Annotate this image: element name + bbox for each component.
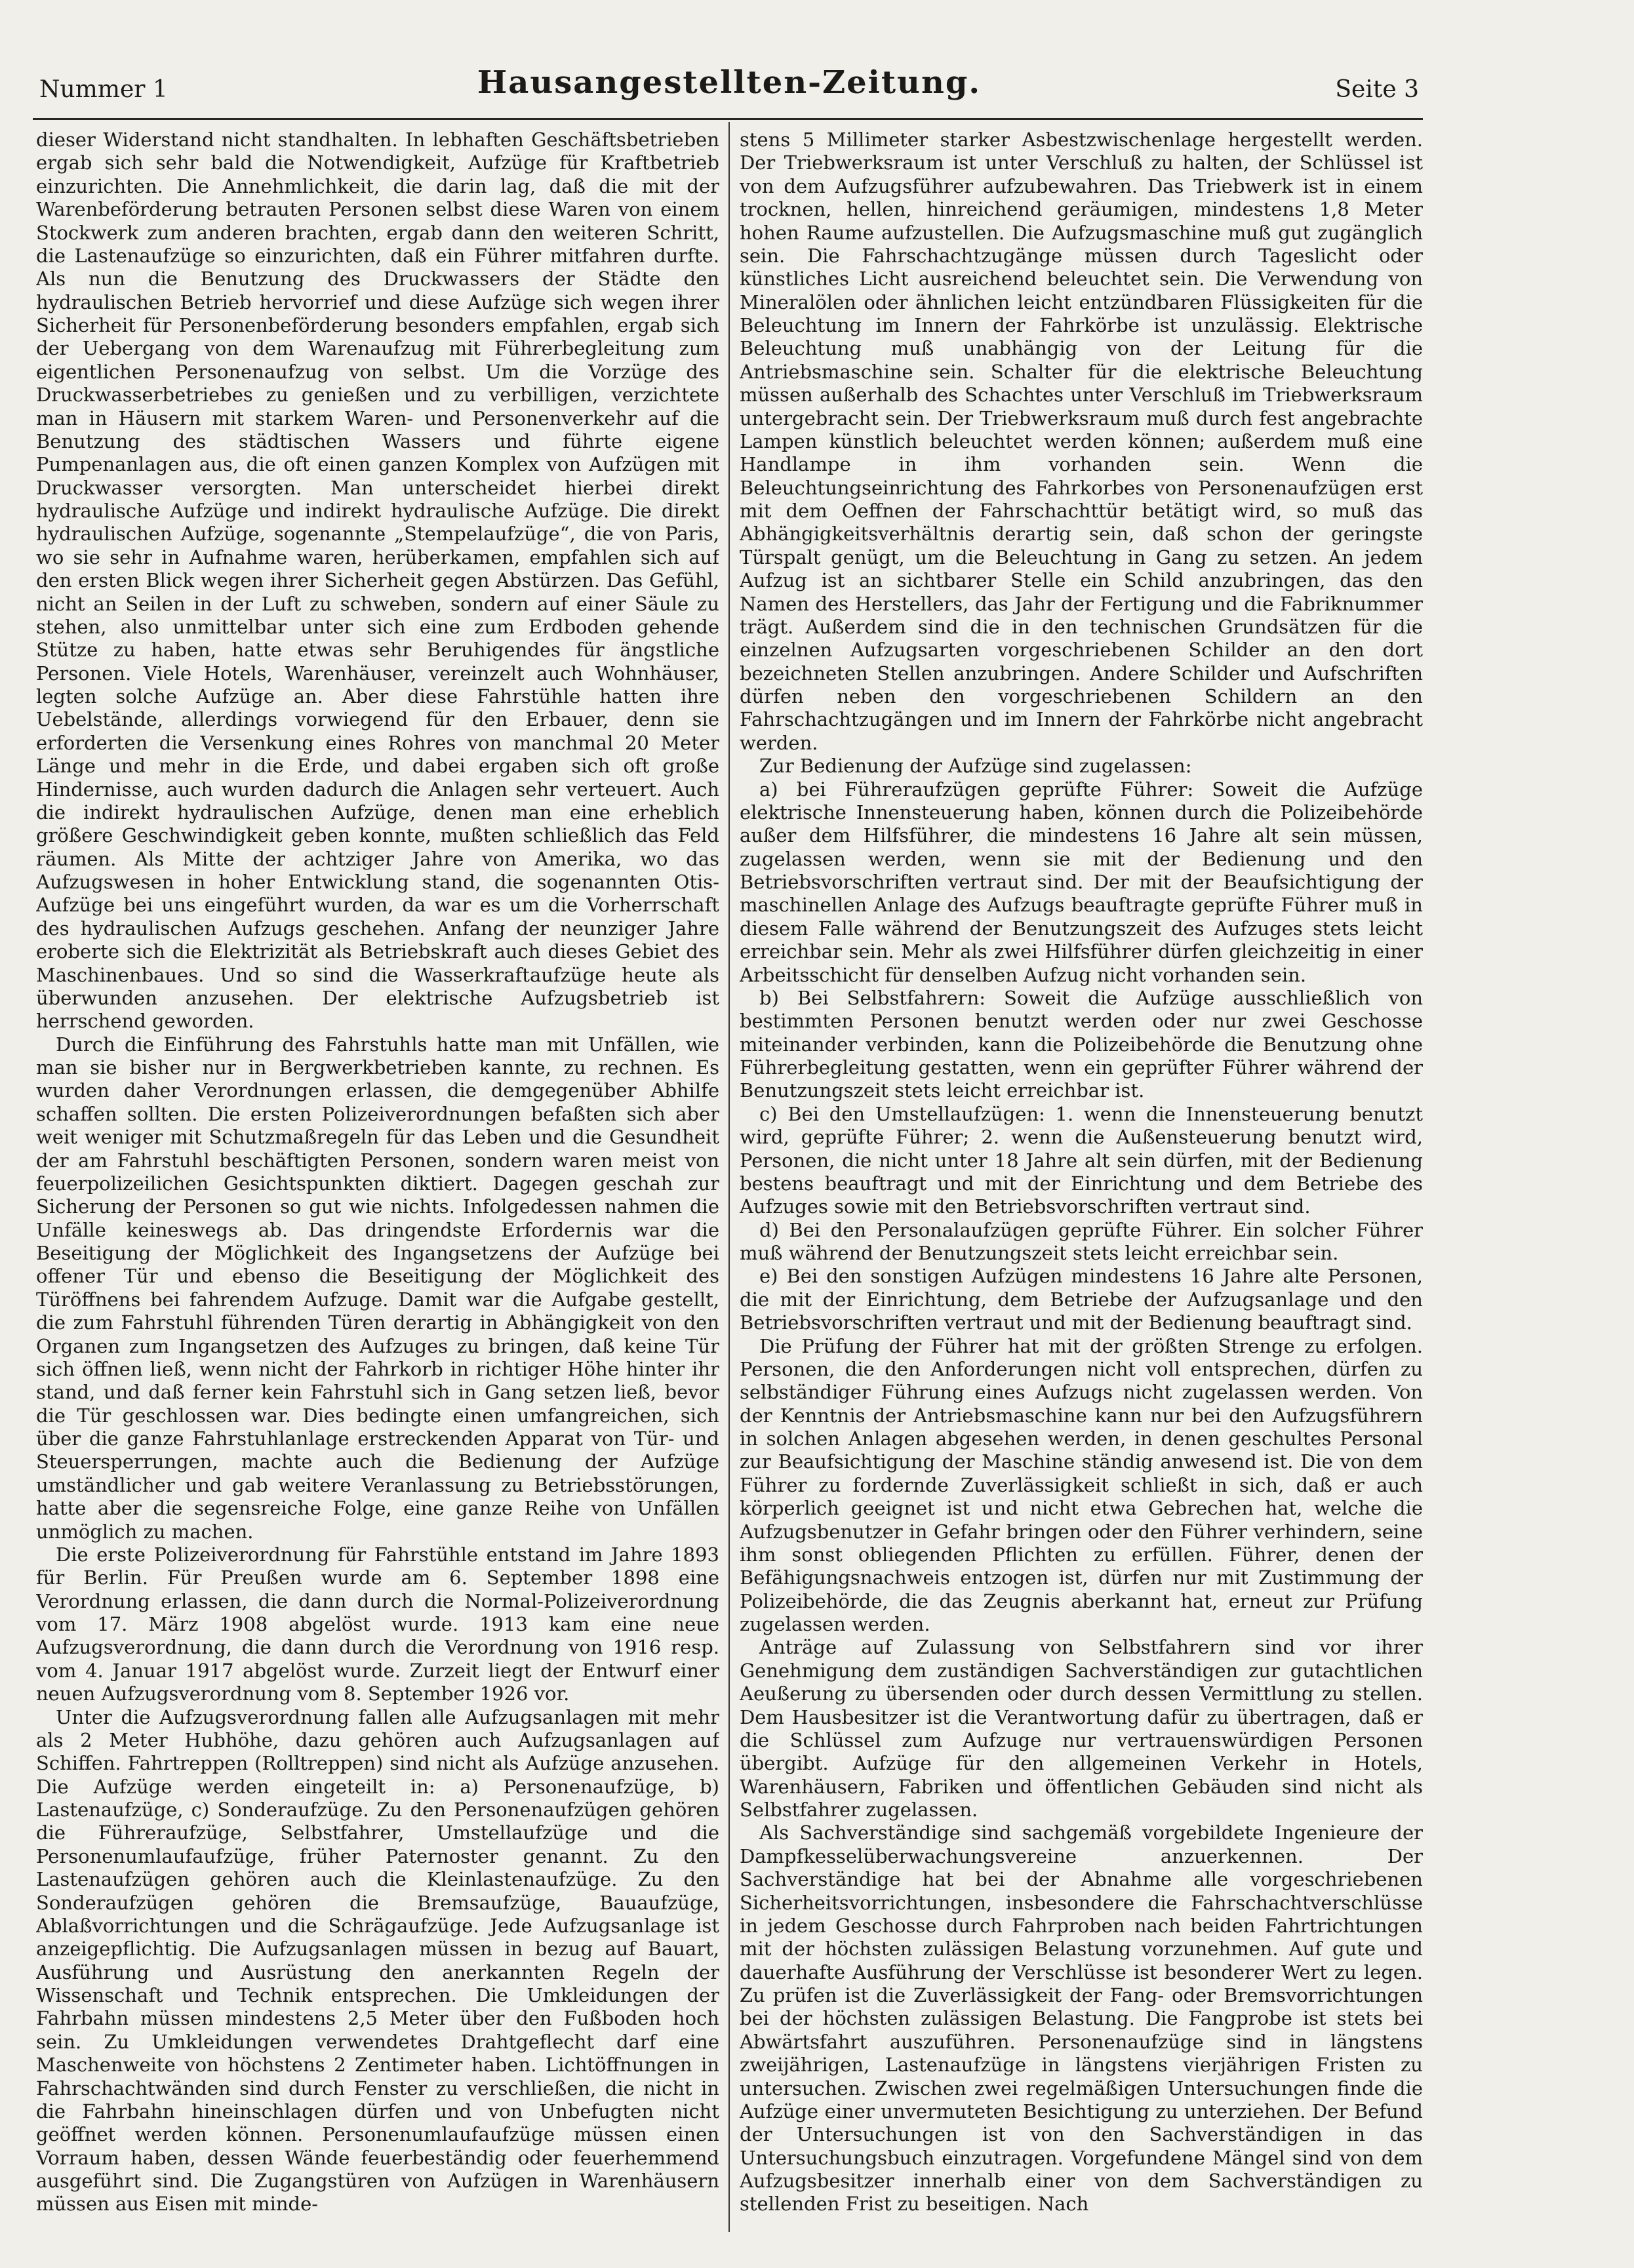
- newspaper-title: Hausangestellten-Zeitung.: [477, 64, 982, 101]
- paragraph: e) Bei den sonstigen Aufzügen mindestens 16 Jahre alte Personen, die mit der Einrichtung, dem Betriebe der Aufzugsanlage und den Betriebsvorschriften vertraut und mit der Bedienung beauftragt sind.: [740, 1265, 1423, 1334]
- paragraph: Unter die Aufzugsverordnung fallen alle Aufzugsanlagen mit mehr als 2 Meter Hubhöhe, dazu gehören auch Aufzugsanlagen auf Schiffen. Fahrtreppen (Rolltreppen) sind nicht als Aufzüge anzusehen. Die Aufzüge werden eingeteilt in: a) Personenaufzüge, b) Lastenaufzüge, c) Sonderaufzüge. Zu den Personenaufzügen gehören die Führeraufzüge, Selbstfahrer, Umstellaufzüge und die Personenumlaufaufzüge, früher Paternoster genannt. Zu den Lastenaufzügen gehören auch die Kleinlastenaufzüge. Zu den Sonderaufzügen gehören die Bremsaufzüge, Bauaufzüge, Ablaßvorrichtungen und die Schrägaufzüge. Jede Aufzugsanlage ist anzeigepflichtig. Die Aufzugsanlagen müssen in bezug auf Bauart, Ausführung und Ausrüstung den anerkannten Regeln der Wissenschaft und Technik entsprechen. Die Umkleidungen der Fahrbahn müssen mindestens 2,5 Meter über den Fußboden hoch sein. Zu Umkleidungen verwendetes Drahtgeflecht darf eine Maschenweite von höchstens 2 Zentimeter haben. Lichtöffnungen in Fahrschachtwänden sind durch Fenster zu verschließen, die nicht in die Fahrbahn hineinschlagen dürfen und von Unbefugten nicht geöffnet werden können. Personenumlaufaufzüge müssen einen Vorraum haben, dessen Wände feuerbeständig oder feuerhemmend ausgeführt sind. Die Zugangstüren von Aufzügen in Warenhäusern müssen aus Eisen mit minde-: [36, 1705, 719, 2216]
- paragraph: Die erste Polizeiverordnung für Fahrstühle entstand im Jahre 1893 für Berlin. Für Preußen wurde am 6. September 1898 eine Verordnung erlassen, die dann durch die Normal-Polizeiverordnung vom 17. März 1908 abgelöst wurde. 1913 kam eine neue Aufzugsverordnung, die dann durch die Verordnung von 1916 resp. vom 4. Januar 1917 abgelöst wurde. Zurzeit liegt der Entwurf einer neuen Aufzugsverordnung vom 8. September 1926 vor.: [36, 1543, 719, 1705]
- column-divider: [728, 122, 730, 2232]
- paragraph: stens 5 Millimeter starker Asbestzwischenlage hergestellt werden. Der Triebwerksraum ist unter Verschluß zu halten, der Schlüssel ist von dem Aufzugsführer aufzubewahren. Das Triebwerk ist in einem trocknen, hellen, hinreichend geräumigen, mindestens 1,8 Meter hohen Raume aufzustellen. Die Aufzugsmaschine muß gut zugänglich sein. Die Fahrschachtzugänge müssen durch Tageslicht oder künstliches Licht ausreichend beleuchtet sein. Die Verwendung von Mineralölen oder ähnlichen leicht entzündbaren Flüssigkeiten für die Beleuchtung im Innern der Fahrkörbe ist unzulässig. Elektrische Beleuchtung muß unabhängig von der Leitung für die Antriebsmaschine sein. Schalter für die elektrische Beleuchtung müssen außerhalb des Schachtes unter Verschluß im Triebwerksraum untergebracht sein. Der Triebwerksraum muß durch fest angebrachte Lampen künstlich beleuchtet werden können; außerdem muß eine Handlampe in ihm vorhanden sein. Wenn die Beleuchtungseinrichtung des Fahrkorbes von Personenaufzügen erst mit dem Oeffnen der Fahrschachttür betätigt wird, so muß das Abhängigkeitsverhältnis derartig sein, daß schon der geringste Türspalt genügt, um die Beleuchtung in Gang zu setzen. An jedem Aufzug ist an sichtbarer Stelle ein Schild anzubringen, das den Namen des Herstellers, das Jahr der Fertigung und die Fabriknummer trägt. Außerdem sind die in den technischen Grundsätzen für die einzelnen Aufzugsarten vorgeschriebenen Schilder an den dort bezeichneten Stellen anzubringen. Andere Schilder und Aufschriften dürfen neben den vorgeschriebenen Schildern an den Fahrschachtzugängen und im Innern der Fahrkörbe nicht angebracht werden.: [740, 129, 1423, 754]
- paragraph: Durch die Einführung des Fahrstuhls hatte man mit Unfällen, wie man sie bisher nur in Bergwerkbetrieben kannte, zu rechnen. Es wurden daher Verordnungen erlassen, die demgegenüber Abhilfe schaffen sollten. Die ersten Polizeiverordnungen befaßten sich aber weit weniger mit Schutzmaßregeln für das Leben und die Gesundheit der am Fahrstuhl beschäftigten Personen, sondern waren meist von feuerpolizeilichen Gesichtspunkten diktiert. Dagegen geschah zur Sicherung der Personen so gut wie nichts. Infolgedessen nahmen die Unfälle keineswegs ab. Das dringendste Erfordernis war die Beseitigung der Möglichkeit des Ingangsetzens der Aufzüge bei offener Tür und ebenso die Beseitigung der Möglichkeit des Türöffnens bei fahrendem Aufzuge. Damit war die Aufgabe gestellt, die zum Fahrstuhl führenden Türen derartig in Abhängigkeit von den Organen zum Ingangsetzen des Aufzuges zu bringen, daß keine Tür sich öffnen ließ, wenn nicht der Fahrkorb in richtiger Höhe hinter ihr stand, und daß ferner kein Fahrstuhl sich in Gang setzen ließ, bevor die Tür geschlossen war. Dies bedingte einen umfangreichen, sich über die ganze Fahrstuhlanlage erstreckenden Apparat von Tür- und Steuersperrungen, machte auch die Bedienung der Aufzüge umständlicher und gab weitere Veranlassung zu Betriebsstörungen, hatte aber die segensreiche Folge, eine ganze Reihe von Unfällen unmöglich zu machen.: [36, 1033, 719, 1543]
- right-column: [740, 129, 1423, 2227]
- header-rule: [33, 118, 1423, 120]
- paragraph: dieser Widerstand nicht standhalten. In lebhaften Geschäftsbetrieben ergab sich sehr bald die Notwendigkeit, Aufzüge für Kraftbetrieb einzurichten. Die Annehmlichkeit, die darin lag, daß die mit der Warenbeförderung betrauten Personen selbst diese Waren von einem Stockwerk zum anderen brachten, ergab dann den weiteren Schritt, die Lastenaufzüge so einzurichten, daß ein Führer mitfahren durfte. Als nun die Benutzung des Druckwassers der Städte den hydraulischen Betrieb hervorrief und diese Aufzüge sich wegen ihrer Sicherheit für Personenbeförderung besonders empfahlen, ergab sich der Uebergang von dem Warenaufzug mit Führerbegleitung zum eigentlichen Personenaufzug von selbst. Um die Vorzüge des Druckwasserbetriebes zu genießen und zu verbilligen, verzichtete man in Häusern mit starkem Waren- und Personenverkehr auf die Benutzung des städtischen Wassers und führte eigene Pumpenanlagen aus, die oft einen ganzen Komplex von Aufzügen mit Druckwasser versorgten. Man unterscheidet hierbei direkt hydraulische Aufzüge und indirekt hydraulische Aufzüge. Die direkt hydraulischen Aufzüge, sogenannte „Stempelaufzüge“, die von Paris, wo sie sehr in Aufnahme waren, herüberkamen, empfahlen sich auf den ersten Blick wegen ihrer Sicherheit gegen Abstürzen. Das Gefühl, nicht an Seilen in der Luft zu schweben, sondern auf einer Säule zu stehen, also unmittelbar unter sich eine zum Erdboden gehende Stütze zu haben, hatte etwas sehr Beruhigendes für ängstliche Personen. Viele Hotels, Warenhäuser, vereinzelt auch Wohnhäuser, legten solche Aufzüge an. Aber diese Fahrstühle hatten ihre Uebelstände, allerdings vorwiegend für den Erbauer, denn sie erforderten die Versenkung eines Rohres von manchmal 20 Meter Länge und mehr in die Erde, und dabei ergaben sich oft große Hindernisse, auch wurden dadurch die Anlagen sehr verteuert. Auch die indirekt hydraulischen Aufzüge, denen man eine erheblich größere Geschwindigkeit geben konnte, mußten schließlich das Feld räumen. Als Mitte der achtziger Jahre von Amerika, wo das Aufzugswesen in hoher Entwicklung stand, die sogenannten Otis-Aufzüge bei uns eingeführt wurden, da war es um die Vorherrschaft des hydraulischen Aufzugs geschehen. Anfang der neunziger Jahre eroberte sich die Elektrizität als Betriebskraft auch dieses Gebiet des Maschinenbaues. Und so sind die Wasserkraftaufzüge heute als überwunden anzusehen. Der elektrische Aufzugsbetrieb ist herrschend geworden.: [36, 129, 719, 1033]
- paragraph: Als Sachverständige sind sachgemäß vorgebildete Ingenieure der Dampfkesselüberwachungsvereine anzuerkennen. Der Sachverständige hat bei der Abnahme alle vorgeschriebenen Sicherheitsvorrichtungen, insbesondere die Fahrschachtverschlüsse in jedem Geschosse durch Fahrproben nach beiden Fahrtrichtungen mit der höchsten zulässigen Belastung vorzunehmen. Auf gute und dauerhafte Ausführung der Verschlüsse ist besonderer Wert zu legen. Zu prüfen ist die Zuverlässigkeit der Fang- oder Bremsvorrichtungen bei der höchsten zulässigen Belastung. Die Fangprobe ist stets bei Abwärtsfahrt auszuführen. Personenaufzüge sind in längstens zweijährigen, Lastenaufzüge in längstens vierjährigen Fristen zu untersuchen. Zwischen zwei regelmäßigen Untersuchungen finde die Aufzüge einer unvermuteten Besichtigung zu unterziehen. Der Befund der Untersuchungen ist von den Sachverständigen in das Untersuchungsbuch einzutragen. Vorgefundene Mängel sind von dem Aufzugsbesitzer innerhalb einer von dem Sachverständigen zu stellenden Frist zu beseitigen. Nach: [740, 1821, 1423, 2216]
- paragraph: b) Bei Selbstfahrern: Soweit die Aufzüge ausschließlich von bestimmten Personen benutzt werden oder nur zwei Geschosse miteinander verbinden, kann die Polizeibehörde die Benutzung ohne Führerbegleitung gestatten, wenn ein geprüfter Führer während der Benutzungszeit stets leicht erreichbar ist.: [740, 986, 1423, 1102]
- paragraph: Zur Bedienung der Aufzüge sind zugelassen:: [759, 755, 1192, 778]
- left-column: [36, 129, 719, 2227]
- paragraph: d) Bei den Personalaufzügen geprüfte Führer. Ein solcher Führer muß während der Benutzungszeit stets leicht erreichbar sein.: [740, 1218, 1423, 1264]
- paragraph: a) bei Führeraufzügen geprüfte Führer: Soweit die Aufzüge elektrische Innensteuerung haben, können durch die Polizeibehörde außer dem Hilfsführer, die mindestens 16 Jahre alt sein müssen, zugelassen werden, wenn sie mit der Bedienung und den Betriebsvorschriften vertraut sind. Der mit der Beaufsichtigung der maschinellen Anlage des Aufzugs beauftragte geprüfte Führer muß in diesem Falle während der Benutzungszeit des Aufzuges stets leicht erreichbar sein. Mehr als zwei Hilfsführer dürfen gleichzeitig in einer Arbeitsschicht für denselben Aufzug nicht vorhanden sein.: [740, 778, 1423, 986]
- issue-number: Nummer 1: [39, 76, 168, 103]
- paragraph: Anträge auf Zulassung von Selbstfahrern sind vor ihrer Genehmigung dem zuständigen Sachverständigen zur gutachtlichen Aeußerung zu übersenden oder durch dessen Vermittlung zu stellen. Dem Hausbesitzer ist die Verantwortung dafür zu übertragen, daß er die Schlüssel zum Aufzuge nur vertrauenswürdigen Personen übergibt. Aufzüge für den allgemeinen Verkehr in Hotels, Warenhäusern, Fabriken und öffentlichen Gebäuden sind nicht als Selbstfahrer zugelassen.: [740, 1636, 1423, 1821]
- page-number: Seite 3: [1335, 76, 1419, 103]
- paragraph: Die Prüfung der Führer hat mit der größten Strenge zu erfolgen. Personen, die den Anforderungen nicht voll entsprechen, dürfen zu selbständiger Führung eines Aufzugs nicht zugelassen werden. Von der Kenntnis der Antriebsmaschine kann nur bei den Aufzugsführern in solchen Anlagen abgesehen werden, in denen geschultes Personal zur Beaufsichtigung der Maschine ständig anwesend ist. Die von dem Führer zu fordernde Zuverlässigkeit schließt in sich, daß er auch körperlich geeignet ist und nicht etwa Gebrechen hat, welche die Aufzugsbenutzer in Gefahr bringen oder den Führer verhindern, seine ihm sonst obliegenden Pflichten zu erfüllen. Führer, denen der Befähigungsnachweis entzogen ist, dürfen nur mit Zustimmung der Polizeibehörde, die das Zeugnis aberkannt hat, erneut zur Prüfung zugelassen werden.: [740, 1334, 1423, 1635]
- paragraph: c) Bei den Umstellaufzügen: 1. wenn die Innensteuerung benutzt wird, geprüfte Führer; 2. wenn die Außensteuerung benutzt wird, Personen, die nicht unter 18 Jahre alt sein dürfen, mit der Bedienung bestens beauftragt und mit der Einrichtung und dem Betriebe des Aufzuges sowie mit den Betriebsvorschriften vertraut sind.: [740, 1102, 1423, 1218]
- page-header: [39, 63, 1419, 109]
